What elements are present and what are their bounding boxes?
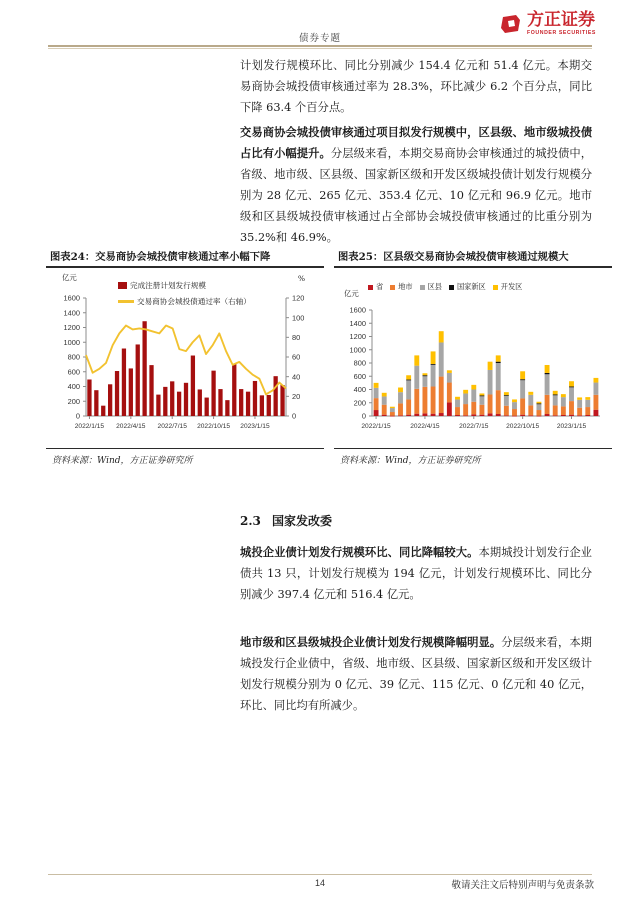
svg-text:1200: 1200	[349, 331, 366, 341]
chart-24-caption: 图表24：交易商协会城投债审核通过率小幅下降	[50, 251, 271, 263]
legend-label: 国家新区	[456, 282, 486, 292]
legend-item-地市	[390, 282, 412, 292]
section-number: 2.3	[240, 514, 261, 528]
footer-disclaimer: 敬请关注文后特别声明与免责条款	[451, 880, 594, 891]
svg-text:2022/4/15: 2022/4/15	[410, 422, 440, 430]
svg-text:2022/7/15: 2022/7/15	[157, 422, 187, 430]
legend-item-line	[118, 296, 251, 307]
svg-text:2022/10/15: 2022/10/15	[506, 422, 540, 430]
company-logo	[500, 12, 596, 36]
svg-text:1200: 1200	[63, 322, 80, 332]
svg-text:200: 200	[67, 396, 80, 406]
svg-text:2022/4/15: 2022/4/15	[116, 422, 146, 430]
svg-text:400: 400	[353, 384, 366, 394]
section-title: 国家发改委	[272, 514, 333, 528]
chart-25-source: 资料来源：Wind，方正证券研究所	[340, 456, 481, 467]
svg-text:1400: 1400	[63, 307, 80, 317]
header-rule	[48, 45, 592, 47]
legend-label: 开发区	[500, 282, 523, 292]
svg-text:60: 60	[292, 352, 301, 362]
logo-text-cn: 方正证券	[526, 10, 595, 30]
svg-text:800: 800	[353, 358, 366, 368]
svg-text:1000: 1000	[349, 344, 366, 354]
legend-label: 地市	[398, 282, 413, 292]
svg-text:0: 0	[361, 411, 366, 421]
svg-text:1600: 1600	[63, 293, 80, 303]
chart-25-legend	[368, 277, 529, 295]
section-heading-2-3	[240, 512, 332, 529]
svg-text:1000: 1000	[63, 337, 80, 347]
legend-swatch-icon	[390, 285, 395, 290]
legend-label: 区县	[427, 282, 442, 292]
header-rule-secondary	[48, 48, 592, 49]
chart-25-plot	[334, 268, 612, 448]
svg-text:0: 0	[75, 411, 80, 421]
svg-text:80: 80	[292, 332, 301, 342]
legend-swatch-bar-icon	[118, 282, 127, 289]
logo-text-en: FOUNDER SECURITIES	[526, 30, 596, 36]
legend-swatch-line-icon	[118, 300, 134, 303]
svg-text:2022/7/15: 2022/7/15	[459, 422, 489, 430]
svg-text:100: 100	[292, 312, 305, 322]
svg-text:1600: 1600	[349, 305, 366, 315]
paragraph-3	[240, 542, 592, 605]
paragraph-3-lead: 城投企业债计划发行规模环比、同比降幅较大。	[240, 545, 479, 559]
paragraph-4	[240, 632, 592, 716]
chart-panel-24	[46, 246, 324, 494]
chart-24-right-axis-unit: %	[298, 273, 306, 283]
legend-item-国家新区	[449, 282, 486, 292]
page-number: 14	[314, 878, 325, 888]
legend-swatch-icon	[493, 285, 498, 290]
svg-text:40: 40	[292, 371, 301, 381]
paragraph-2-lead: 交易商协会城投债审核通过项目拟发行规模中，区县级、地市级城投债占比有小幅提升。	[240, 125, 592, 160]
chart-24-legend-line	[118, 290, 258, 308]
legend-swatch-icon	[449, 285, 454, 290]
legend-item-区县	[420, 282, 442, 292]
svg-text:600: 600	[353, 371, 366, 381]
footer-rule	[48, 874, 592, 875]
chart-25-caption: 图表25：区县级交易商协会城投债审核通过规模大	[338, 251, 569, 263]
svg-text:2022/1/15: 2022/1/15	[361, 422, 391, 430]
paragraph-2	[240, 122, 592, 248]
chart-25-left-axis-unit: 亿元	[344, 288, 359, 298]
legend-swatch-icon	[368, 285, 373, 290]
svg-text:2022/1/15: 2022/1/15	[74, 422, 105, 430]
legend-item-开发区	[493, 282, 523, 292]
paragraph-4-lead: 地市级和区县级城投企业债计划发行规模降幅明显。	[240, 635, 502, 649]
svg-text:120: 120	[292, 293, 305, 303]
paragraph-1: 计划发行规模环比、同比分别减少 154.4 亿元和 51.4 亿元。本期交易商协会城投债审核通过率为 28.3%，环比减少 6.2 个百分点，同比下降 63.4 个百分点。	[240, 59, 592, 114]
svg-text:1400: 1400	[349, 318, 366, 328]
chart-24-source: 资料来源：Wind，方正证券研究所	[52, 456, 193, 467]
svg-text:600: 600	[67, 366, 80, 376]
svg-text:400: 400	[67, 381, 80, 391]
svg-text:2022/10/15: 2022/10/15	[197, 422, 231, 430]
svg-text:2023/1/15: 2023/1/15	[240, 422, 270, 430]
svg-text:0: 0	[292, 411, 297, 421]
legend-label-line: 交易商协会城投债通过率（右轴）	[137, 296, 251, 306]
chart-24-left-axis-unit: 亿元	[62, 272, 77, 282]
page-header	[0, 0, 640, 50]
founder-securities-mark-icon	[500, 13, 522, 35]
chart-25-svg	[334, 268, 612, 448]
paragraph-2-body: 分层级来看，本期交易商协会审核通过的城投债中，省级、地市级、区县级、国家新区级和开发区级城投债计划发行规模分别为 28 亿元、265 亿元、353.4 亿元、10 亿元和 96.9 亿元。地市级和区县级城投债审核通过占全部协会城投债审核通过的比重分别为 35.2%和 46.9%。	[240, 147, 592, 244]
svg-text:200: 200	[353, 397, 366, 407]
svg-text:2023/1/15: 2023/1/15	[556, 422, 587, 430]
chart-24-plot	[46, 268, 324, 448]
svg-text:20: 20	[292, 391, 301, 401]
chart-panel-25	[334, 246, 612, 494]
paragraph-4-body: 分层级来看，本期城投发行企业债中，省级、地市级、区县级、国家新区级和开发区级计划发行规模分别为 0 亿元、39 亿元、115 亿元、0 亿元和 40 亿元，环比、同比均有所减少。	[240, 636, 592, 712]
header-title: 债券专题	[298, 33, 341, 44]
paragraph-3-body: 本期城投计划发行企业债共 13 只，计划发行规模为 194 亿元，计划发行规模环比、同比分别减少 397.4 亿元和 516.4 亿元。	[240, 546, 592, 601]
svg-text:800: 800	[67, 352, 80, 362]
legend-label-bar: 完成注册计划发行规模	[130, 280, 206, 290]
legend-item-省	[368, 282, 383, 292]
legend-swatch-icon	[420, 285, 425, 290]
legend-label: 省	[376, 282, 384, 292]
